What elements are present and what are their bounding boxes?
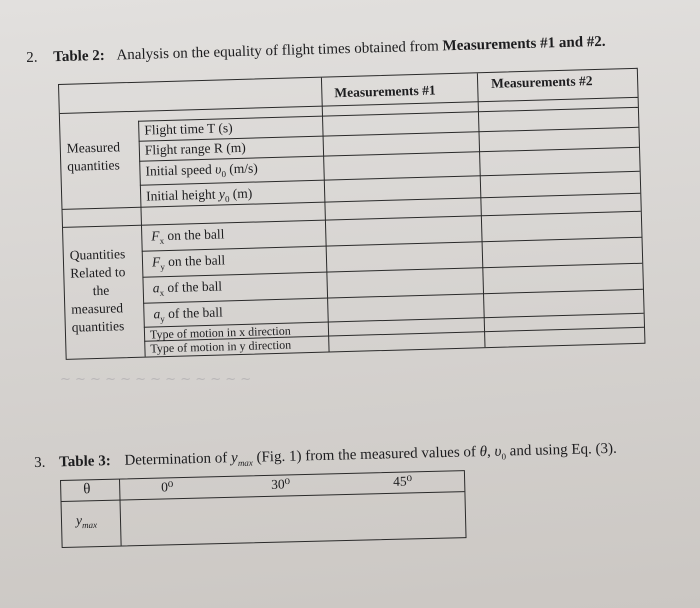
row-flight-range: Flight range R (m) xyxy=(144,139,246,158)
row-fx: $F_x$ on the ball xyxy=(151,226,225,246)
row-initial-speed: Initial speed $\upsilon_0$ (m/s) xyxy=(145,160,258,180)
group1-label-line2: quantities xyxy=(67,157,120,174)
row-fy: $F_y$ on the ball xyxy=(151,252,226,272)
row-motion-y: Type of motion in y direction xyxy=(150,337,292,356)
table2 xyxy=(58,68,645,360)
group2-label-line3: the xyxy=(92,282,110,299)
row-motion-x: Type of motion in x direction xyxy=(149,323,291,342)
col-header-measurements-2: Measurements #2 xyxy=(490,73,593,91)
col-header-measurements-1: Measurements #1 xyxy=(334,82,436,101)
group2-label-line2: Related to xyxy=(70,264,126,281)
row-flight-time: Flight time T (s) xyxy=(144,120,233,138)
group2-label-line5: quantities xyxy=(71,318,125,335)
table3 xyxy=(60,470,467,548)
theta-header: θ xyxy=(83,481,91,498)
table3-heading: 3. Table 3: Determination of $y_{max}$ (Fig. 1) from the measured values of θ, $\upsilon_0$ and using Eq. (3). xyxy=(34,440,617,471)
table2-heading: 2. Table 2: Analysis on the equality of flight times obtained from Measurements #1 and #2. xyxy=(26,33,606,66)
angle-0: 0⁰ xyxy=(161,479,174,495)
row-ax: $a_x$ of the ball xyxy=(152,278,223,298)
row-ay: $a_y$ of the ball xyxy=(153,304,223,324)
group2-label-line1: Quantities xyxy=(69,246,126,263)
row-initial-height: Initial height $y_0$ (m) xyxy=(145,185,253,205)
ymax-row-label: $y_{max}$ xyxy=(75,512,98,531)
group1-label-line1: Measured xyxy=(66,139,121,156)
angle-30: 30⁰ xyxy=(270,476,291,492)
angle-45: 45⁰ xyxy=(392,473,413,489)
bleed-through: ~ ~ ~ ~ ~ ~ ~ ~ ~ ~ ~ ~ ~ xyxy=(60,372,252,387)
group2-label-line4: measured xyxy=(71,300,124,317)
